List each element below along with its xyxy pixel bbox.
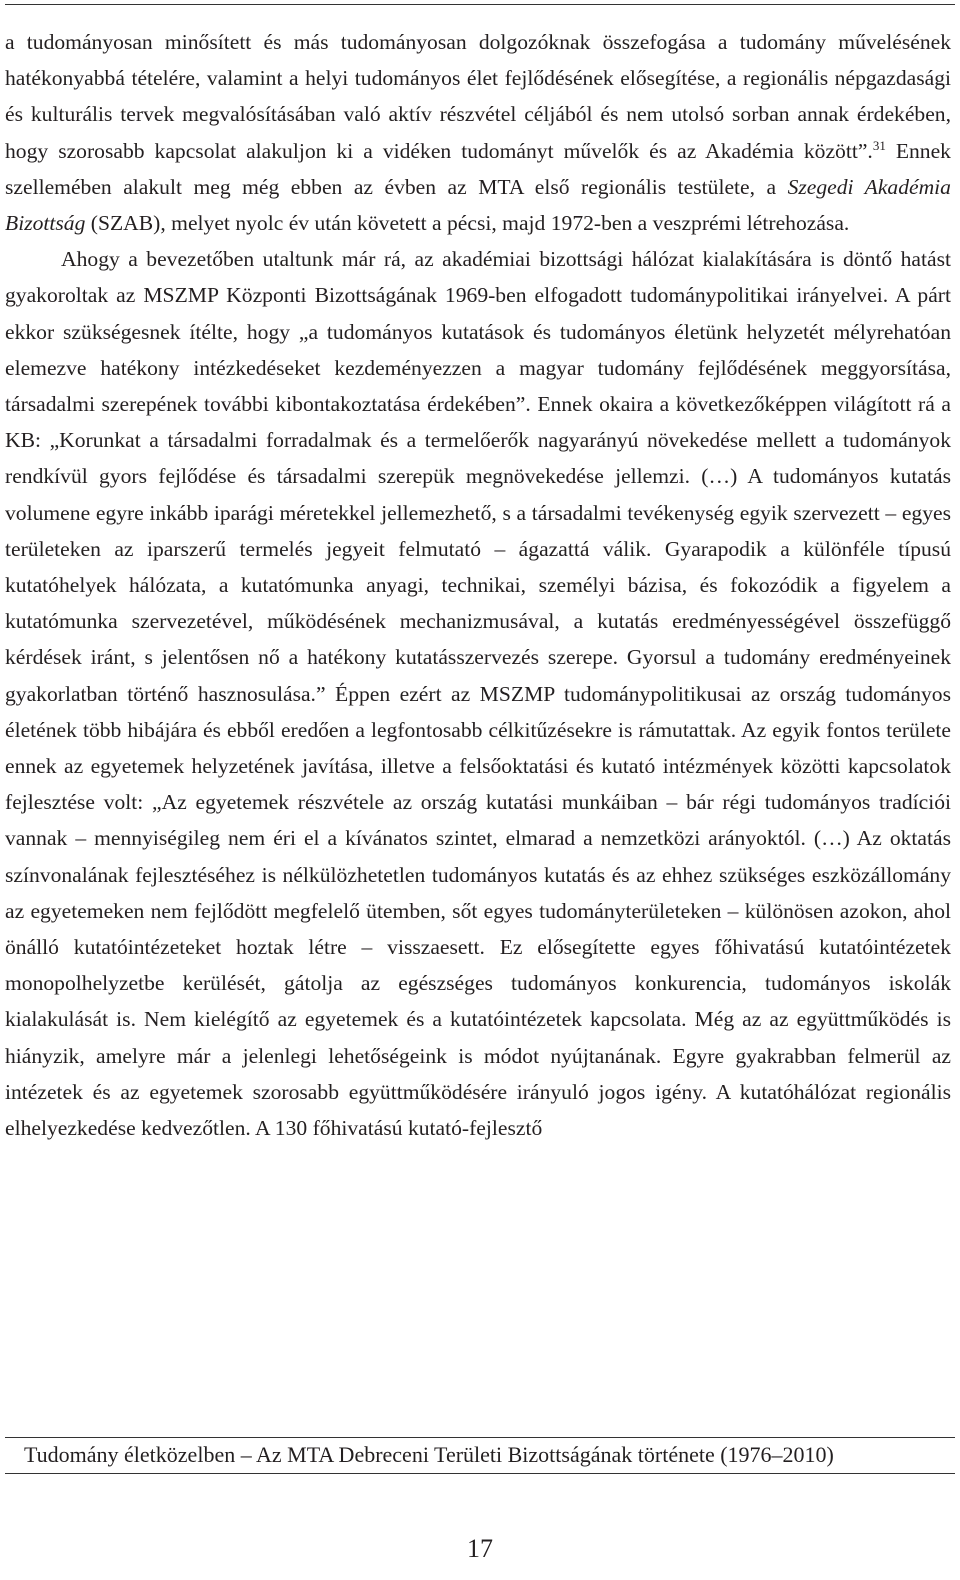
paragraph-1-lead: a tudományosan minősített és más tudományosan dolgozóknak összefogása a tudomány művelésének hatékonyabbá tételére, valamint a helyi tudományos élet fejlődésének elősegítése, a regionális népgazdasági és kulturális tervek megvalósításában való aktív részvétel céljából és nem utolsó sorban annak érdekében, hogy szorosabb kapcsolat alakuljon ki a vidéken tudományt művelők és az Akadémia között”.	[5, 30, 951, 163]
top-rule	[5, 4, 955, 5]
body-text	[5, 24, 951, 1146]
footer-rule-top	[5, 1437, 955, 1438]
paragraph-1-tail: (SZAB), melyet nyolc év után követett a pécsi, majd 1972-ben a veszprémi létrehozása.	[85, 211, 850, 236]
footnote-reference: 31	[872, 137, 886, 153]
paragraph-1	[5, 24, 951, 241]
paragraph-2: Ahogy a bevezetőben utaltunk már rá, az akadémiai bizottsági hálózat kialakítására is döntő hatást gyakoroltak az MSZMP Központi Bizottságának 1969-ben elfogadott tudománypolitikai irányelvei. A párt ekkor szükségesnek ítélte, hogy „a tudományos kutatások és tudományos életünk helyzetét mélyrehatóan elemezve hatékony intézkedéseket kezdeményezzen a magyar tudomány fejlődésének meggyorsítása, társadalmi szerepének további kibontakoztatása érdekében”. Ennek okaira a következőképpen világított rá a KB: „Korunkat a társadalmi forradalmak és a termelőerők nagyarányú növekedése mellett a tudományok rendkívül gyors fejlődése és társadalmi szerepük megnövekedése jellemzi. (…) A tudományos kutatás volumene egyre inkább iparági méretekkel jellemezhető, s a társadalmi tevékenység egyik szervezett – egyes területeken az iparszerű termelés jegyeit felmutató – ágazattá válik. Gyarapodik a különféle típusú kutatóhelyek hálózata, a kutatómunka anyagi, technikai, személyi bázisa, és fokozódik a figyelem a kutatómunka szervezetével, működésének mechanizmusával, a kutatás eredményességével összefüggő kérdések iránt, s jelentősen nő a hatékony kutatásszervezés szerepe. Gyorsul a tudomány eredményeinek gyakorlatban történő hasznosulása.” Éppen ezért az MSZMP tudománypolitikusai az ország tudományos életének több hibájára és ebből eredően a legfontosabb célkitűzésekre is rámutattak. Az egyik fontos területe ennek az egyetemek helyzetének javítása, illetve a felsőoktatási és kutató intézmények közötti kapcsolatok fejlesztése volt: „Az egyetemek részvétele az ország kutatási munkáiban – bár régi tudományos tradíciói vannak – mennyiségileg nem éri el a kívánatos szintet, elmarad a nemzetközi arányoktól. (…) Az oktatás színvonalának fejlesztéséhez is nélkülözhetetlen tudományos kutatás és az ehhez szükséges eszközállomány az egyetemeken nem fejlődött megfelelő ütemben, sőt egyes tudományterületeken – különösen azokon, ahol önálló kutatóintézeteket hoztak létre – visszaesett. Ez elősegítette egyes főhivatású kutatóintézetek monopolhelyzetbe kerülését, gátolja az egészséges tudományos konkurencia, tudományos iskolák kialakulását is. Nem kielégítő az egyetemek és a kutatóintézetek kapcsolata. Még az az együttműködés is hiányzik, amelyre már a jelenlegi lehetőségeink is módot nyújtanának. Egyre gyakrabban felmerül az intézetek és az egyetemek szorosabb együttműködésére irányuló jogos igény. A kutatóhálózat regionális elhelyezkedése kedvezőtlen. A 130 főhivatású kutató-fejlesztő	[5, 247, 951, 1141]
running-title: Tudomány életközelben – Az MTA Debreceni Területi Bizottságának története (1976–2010)	[24, 1442, 834, 1467]
committee-name-italic: Szegedi Akadémia Bizottság	[5, 174, 951, 236]
paragraph-1-middle: Ennek szellemében alakult meg még ebben az évben az MTA első regionális testülete, a	[5, 138, 951, 199]
footer-rule-bottom	[5, 1473, 955, 1474]
page-number: 17	[467, 1534, 493, 1563]
